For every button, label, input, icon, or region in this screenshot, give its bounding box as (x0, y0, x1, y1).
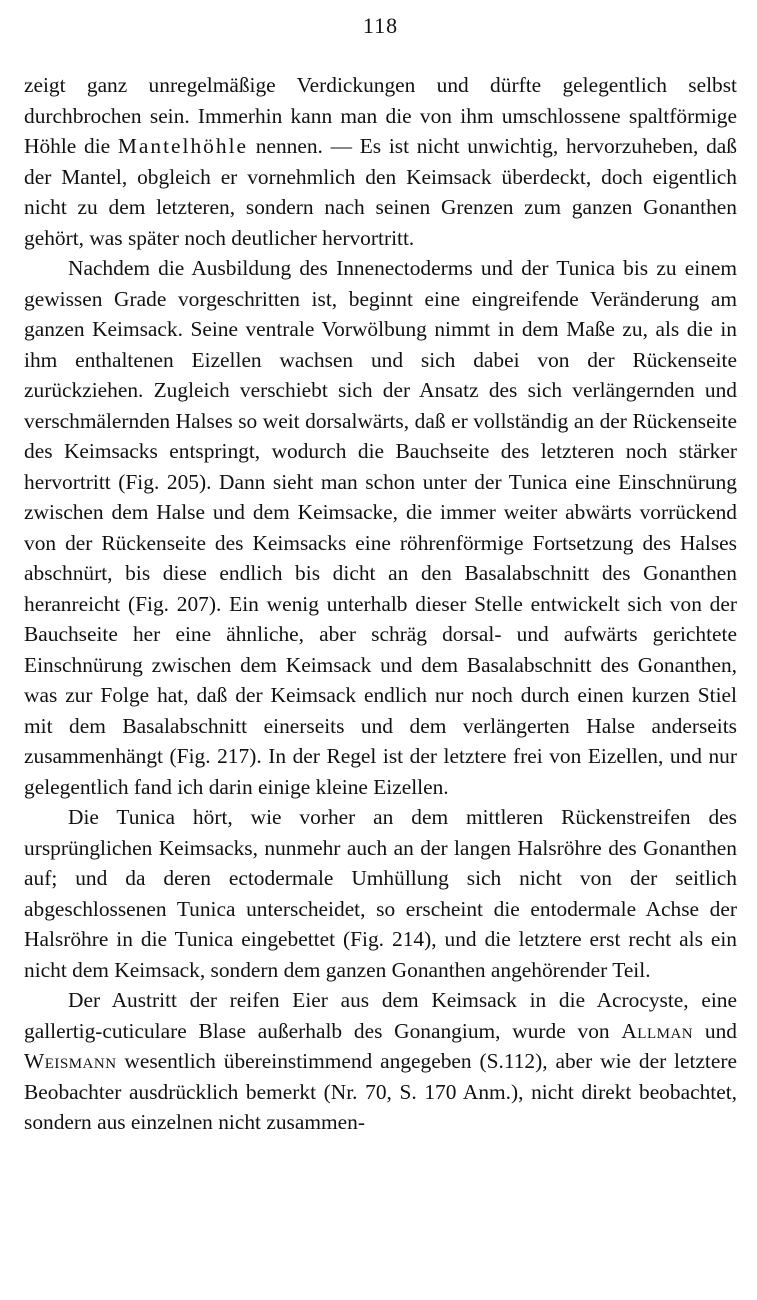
author-name: Allman (621, 1018, 694, 1043)
text-run: wesentlich übereinstimmend angegeben (S.112), aber wie der letztere Beobachter ausdrücklich bemerkt (Nr. 70, S. 170 Anm.), nicht direkt beobachtet, sondern aus einzelnen nicht zusammen- (24, 1049, 737, 1134)
text-run: und (693, 1018, 737, 1043)
text-body (24, 70, 737, 1138)
paragraph-1 (24, 70, 737, 253)
spaced-term: Mantelhöhle (117, 134, 249, 158)
paragraph-3 (24, 802, 737, 985)
text-run: Nachdem die Ausbildung des Innenectoderms und der Tunica bis zu einem gewissen Grade vorgeschritten ist, beginnt eine eingreifende Veränderung am ganzen Keimsack. Seine ventrale Vorwölbung nimmt in dem Maße zu, als die in ihm enthaltenen Eizellen wachsen und sich dabei von der Rückenseite zurückziehen. Zugleich verschiebt sich der Ansatz des sich verlängernden und verschmälernden Halses so weit dorsalwärts, daß er vollständig an der Rückenseite des Keimsacks entspringt, wodurch die Bauchseite des letzteren noch stärker hervortritt (Fig. 205). Dann sieht man schon unter der Tunica eine Einschnürung zwischen dem Halse und dem Keimsacke, die immer weiter abwärts vorrückend von der Rückenseite des Keimsacks eine röhrenförmige Fortsetzung des Halses abschnürt, bis diese endlich bis dicht an den Basalabschnitt des Gonanthen heranreicht (Fig. 207). Ein wenig unterhalb dieser Stelle entwickelt sich von der Bauchseite her eine ähnliche, aber schräg dorsal- und aufwärts gerichtete Einschnürung zwischen dem Keimsack und dem Basalabschnitt des Gonanthen, was zur Folge hat, daß der Keimsack endlich nur noch durch einen kurzen Stiel mit dem Basalabschnitt einerseits und dem verlängerten Halse anderseits zusammenhängt (Fig. 217). In der Regel ist der letztere frei von Eizellen, und nur gelegentlich fand ich darin einige kleine Eizellen. (24, 256, 737, 799)
text-run: Die Tunica hört, wie vorher an dem mittleren Rückenstreifen des ursprünglichen Keimsacks, nunmehr auch an der langen Halsröhre des Gonanthen auf; und da deren ectodermale Umhüllung sich nicht von der seitlich abgeschlossenen Tunica unterscheidet, so erscheint die entodermale Achse der Halsröhre in die Tunica eingebettet (Fig. 214), und die letztere erst recht als ein nicht dem Keimsack, sondern dem ganzen Gonanthen angehörender Teil. (24, 805, 737, 982)
text-run: zeigt ganz unregelmäßige Verdickungen und dürfte gelegentlich selbst durchbrochen sein. Immerhin kann man die von ihm umschlossene spaltförmige Höhle die (24, 73, 737, 158)
author-name: Weismann (24, 1049, 117, 1073)
text-run: Der Austritt der reifen Eier aus dem Keimsack in die Acrocyste, eine gallertig-cuticulare Blase außerhalb des Gonangium, wurde von (24, 988, 737, 1043)
paragraph-2 (24, 253, 737, 802)
paragraph-4 (24, 985, 737, 1138)
text-run: nennen. — Es ist nicht unwichtig, hervorzuheben, daß der Mantel, obgleich er vornehmlich den Keimsack überdeckt, doch eigentlich nicht zu dem letzteren, sondern nach seinen Grenzen zum ganzen Gonanthen gehört, was später noch deutlicher hervortritt. (24, 134, 737, 250)
page-number: 118 (362, 13, 399, 38)
